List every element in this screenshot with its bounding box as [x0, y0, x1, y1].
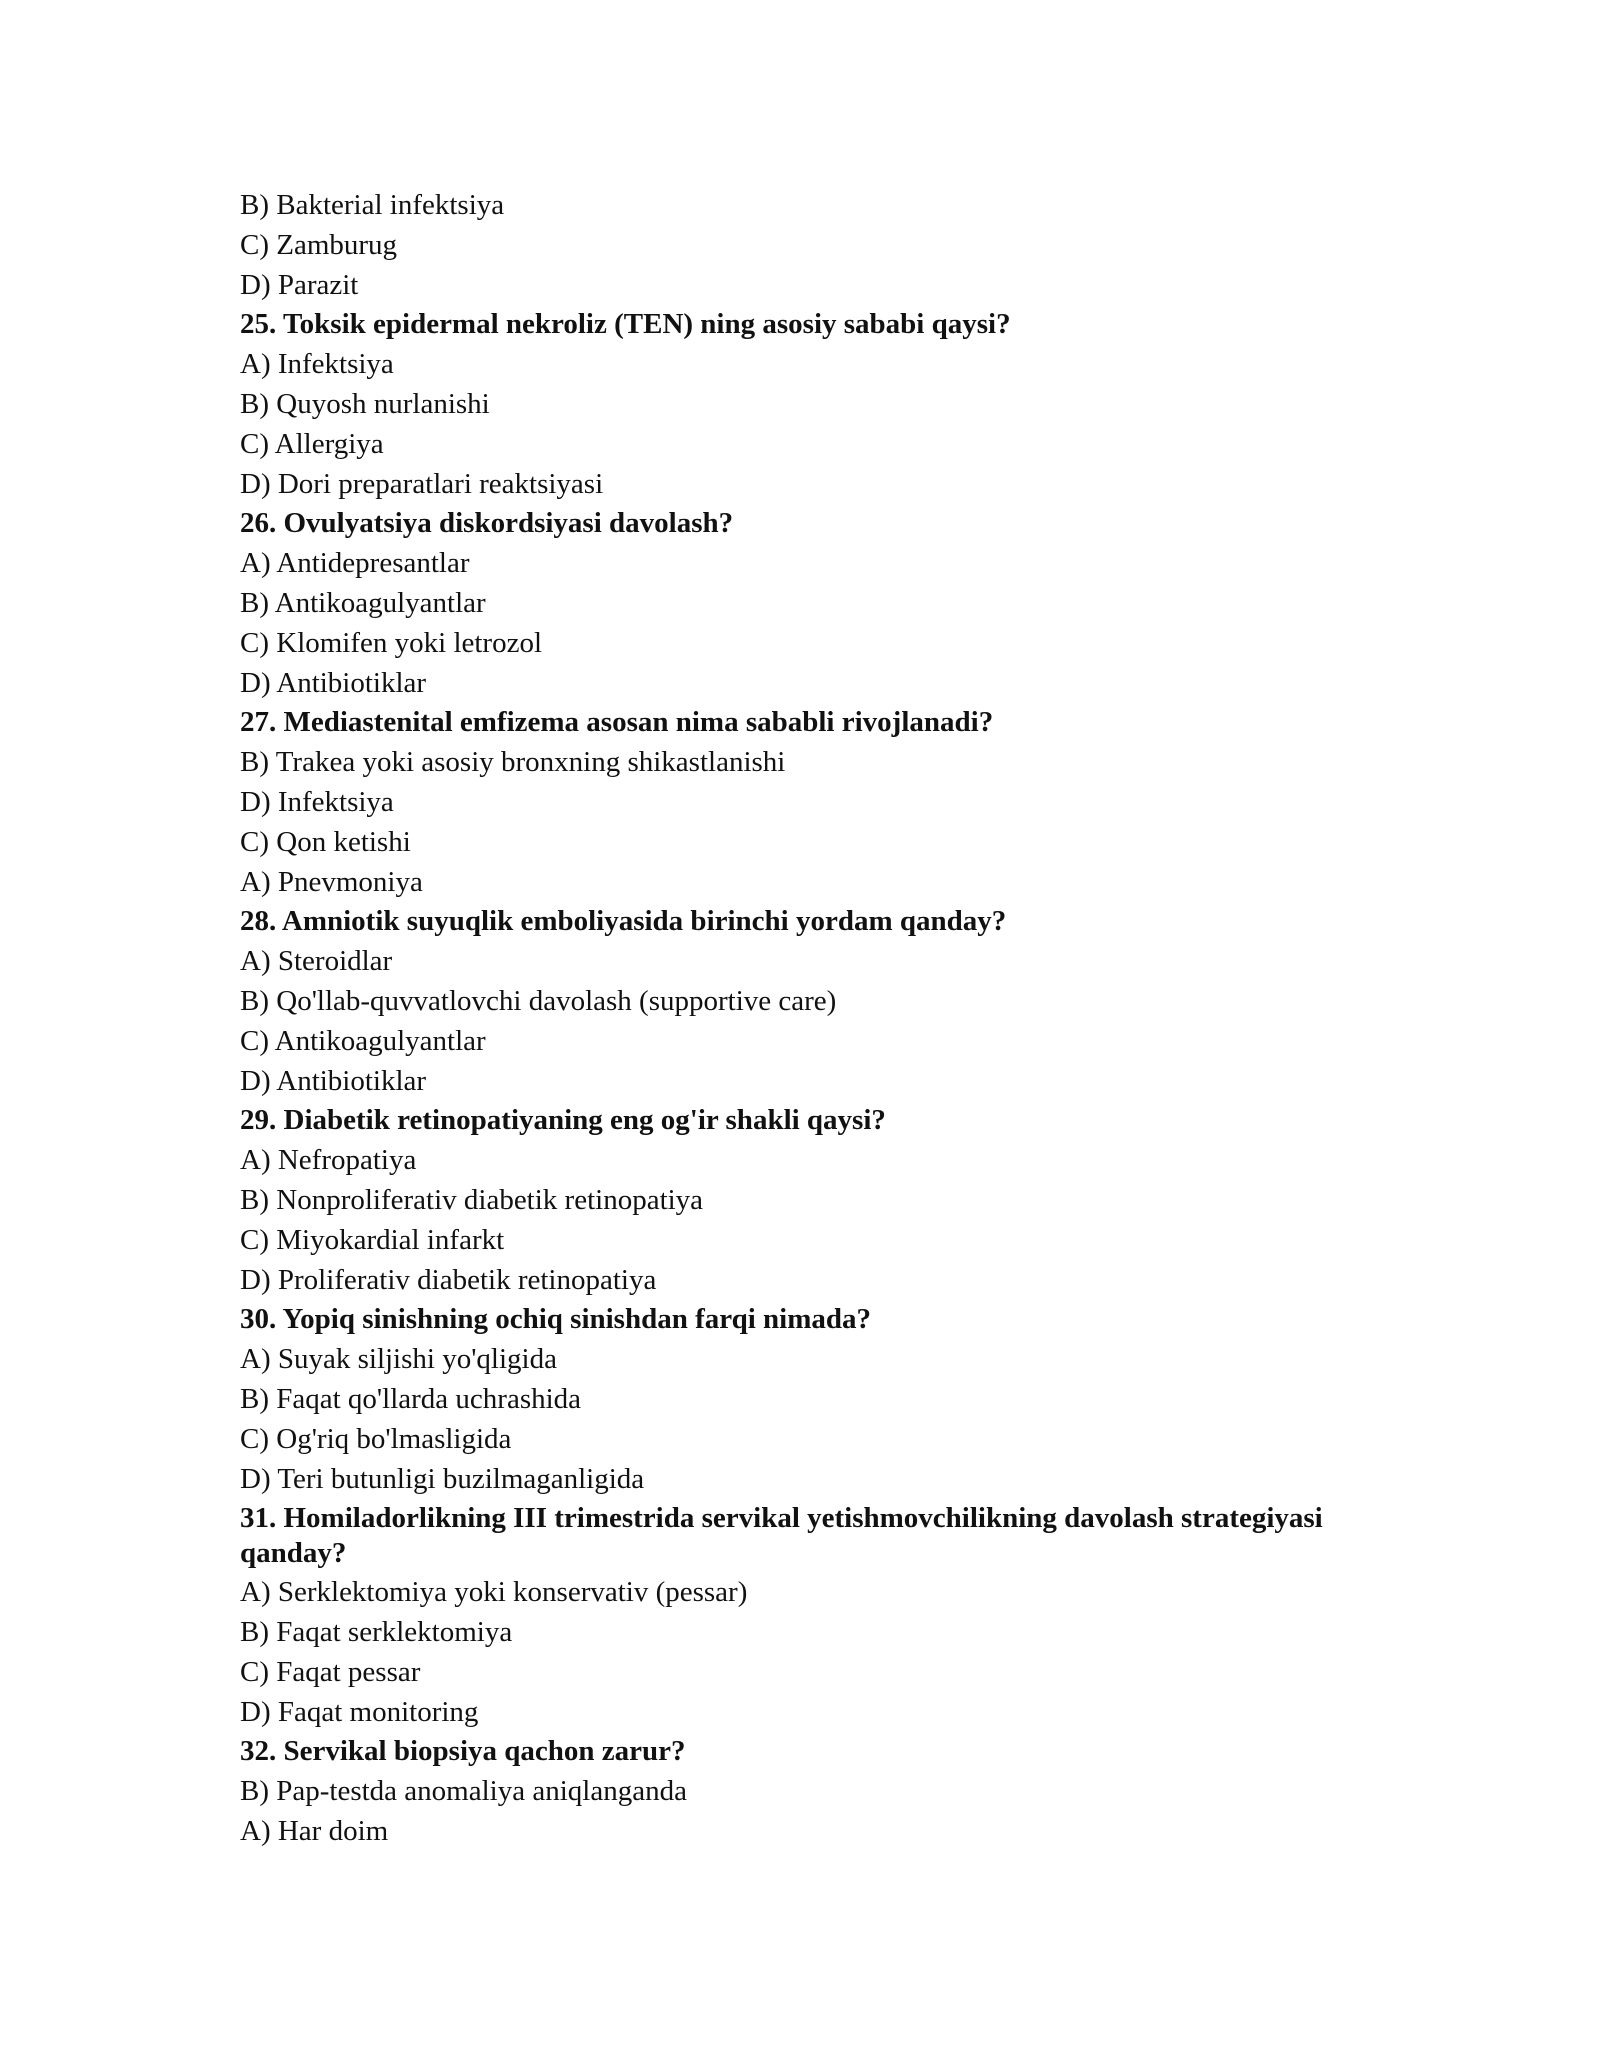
answer-option: B) Qo'llab-quvvatlovchi davolash (supportive care) — [240, 984, 837, 1017]
answer-option: D) Infektsiya — [240, 785, 394, 818]
answer-option: C) Og'riq bo'lmasligida — [240, 1422, 512, 1455]
question-heading: 26. Ovulyatsiya diskordsiyasi davolash? — [240, 507, 734, 540]
question-heading: 27. Mediastenital emfizema asosan nima sababli rivojlanadi? — [240, 706, 994, 739]
answer-option: D) Teri butunligi buzilmaganligida — [240, 1462, 645, 1495]
answer-option: D) Dori preparatlari reaktsiyasi — [240, 467, 604, 500]
answer-option: D) Faqat monitoring — [240, 1695, 479, 1728]
document-body — [240, 186, 1360, 1852]
question-heading: 29. Diabetik retinopatiyaning eng og'ir shakli qaysi? — [240, 1104, 886, 1137]
answer-option: A) Serklektomiya yoki konservativ (pessar) — [240, 1576, 748, 1609]
answer-option: C) Antikoagulyantlar — [240, 1024, 486, 1057]
answer-option: C) Qon ketishi — [240, 825, 411, 858]
answer-option: C) Zamburug — [240, 228, 398, 261]
question-heading: 30. Yopiq sinishning ochiq sinishdan farqi nimada? — [240, 1303, 872, 1336]
question-heading: 28. Amniotik suyuqlik emboliyasida birinchi yordam qanday? — [240, 905, 1007, 938]
answer-option: B) Faqat serklektomiya — [240, 1616, 513, 1649]
answer-option: D) Antibiotiklar — [240, 1064, 427, 1097]
answer-option: A) Suyak siljishi yo'qligida — [240, 1343, 557, 1376]
answer-option: C) Miyokardial infarkt — [240, 1223, 505, 1256]
answer-option: C) Allergiya — [240, 427, 384, 460]
answer-option: A) Steroidlar — [240, 945, 393, 978]
answer-option: C) Faqat pessar — [240, 1655, 421, 1688]
answer-option: B) Faqat qo'llarda uchrashida — [240, 1382, 582, 1415]
answer-option: A) Pnevmoniya — [240, 865, 423, 898]
answer-option: A) Har doim — [240, 1815, 389, 1848]
answer-option: D) Parazit — [240, 268, 359, 301]
answer-option: B) Nonproliferativ diabetik retinopatiya — [240, 1183, 704, 1216]
question-heading: 25. Toksik epidermal nekroliz (TEN) ning asosiy sababi qaysi? — [240, 308, 1011, 341]
answer-option: C) Klomifen yoki letrozol — [240, 626, 543, 659]
answer-option: A) Infektsiya — [240, 348, 394, 381]
answer-option: A) Nefropatiya — [240, 1144, 417, 1177]
answer-option: B) Trakea yoki asosiy bronxning shikastlanishi — [240, 746, 786, 779]
answer-option: B) Bakterial infektsiya — [240, 189, 505, 221]
answer-option: B) Quyosh nurlanishi — [240, 387, 490, 420]
question-heading: 32. Servikal biopsiya qachon zarur? — [240, 1735, 686, 1768]
answer-option: D) Antibiotiklar — [240, 666, 427, 699]
answer-option: A) Antidepresantlar — [240, 547, 470, 580]
question-heading: 31. Homiladorlikning III trimestrida servikal yetishmovchilikning davolash strategiyasi qanday? — [240, 1502, 1323, 1570]
answer-option: B) Antikoagulyantlar — [240, 586, 486, 619]
answer-option: B) Pap-testda anomaliya aniqlanganda — [240, 1775, 687, 1808]
answer-option: D) Proliferativ diabetik retinopatiya — [240, 1263, 657, 1296]
